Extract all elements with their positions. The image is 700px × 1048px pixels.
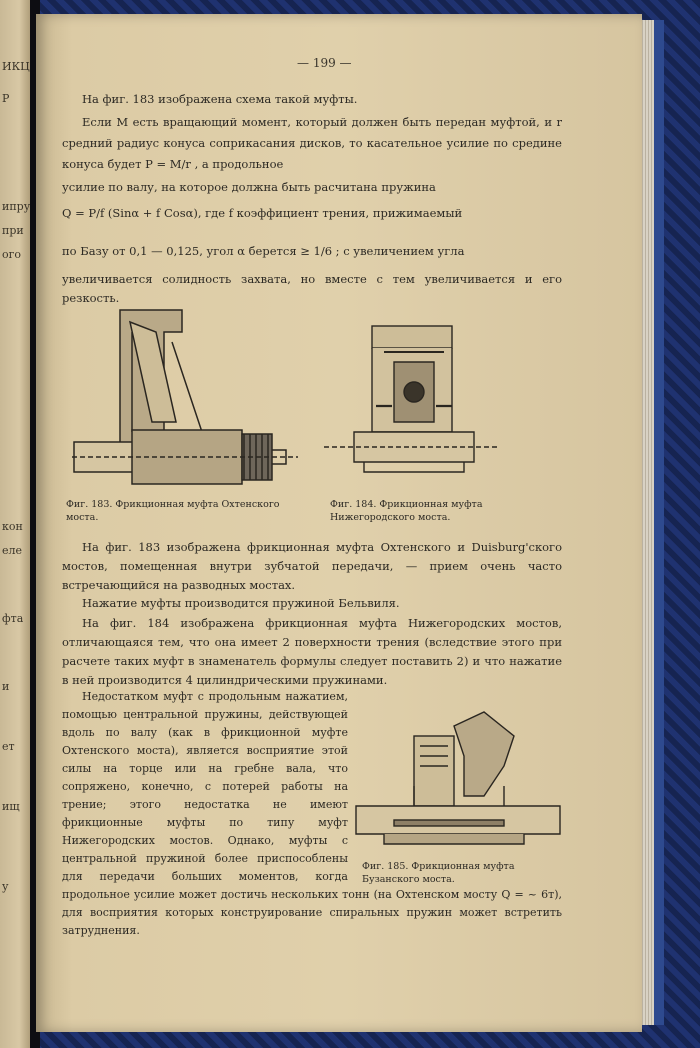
paragraph: На фиг. 183 изображена схема такой муфты. <box>82 92 358 106</box>
paragraph: На фиг. 183 изображена фрикционная муфта Охтенского и Duisburg'ского мостов, помещенная внутри зубчатой передачи, — прием очень часто встречающийся на разводных мостах. <box>62 540 562 592</box>
left-fragment: еле <box>2 544 23 557</box>
figure-185-drawing <box>354 706 564 856</box>
paragraph: усилие по валу, на которое должна быть расчитана пружина <box>62 180 436 194</box>
left-fragment: кон <box>2 520 23 533</box>
left-fragment: и <box>2 680 10 693</box>
left-fragment: у <box>2 880 9 893</box>
left-fragment: фта <box>2 612 24 625</box>
figure-183-drawing <box>72 302 302 492</box>
left-fragment: ипру <box>2 200 31 213</box>
left-fragment: ищ <box>2 800 20 813</box>
page-number: — 199 — <box>297 56 352 70</box>
figure-184-drawing <box>324 322 504 482</box>
left-fragment: ого <box>2 248 22 261</box>
left-fragment: ет <box>2 740 15 753</box>
left-fragment: Р <box>2 92 10 105</box>
book-page <box>36 14 642 1032</box>
figure-185-caption: Фиг. 185. Фрикционная муфта Бузанского моста. <box>362 861 515 885</box>
figure-184-caption: Фиг. 184. Фрикционная муфта Нижегородского моста. <box>330 499 483 523</box>
paragraph: Если М есть вращающий момент, который должен быть передан муфтой, и r средний радиус конуса соприкасания дисков, то касательное усилие по средине конуса будет P = M/r , а продольное <box>62 115 562 171</box>
paragraph: по Базу от 0,1 — 0,125, угол α берется ≥ 1/6 ; с увеличением угла <box>62 244 465 258</box>
left-fragment: при <box>2 224 24 237</box>
left-fragment: ИКЦ <box>2 60 30 73</box>
paragraph: увеличивается солидность захвата, но вместе с тем увеличивается и его резкость. <box>62 272 562 305</box>
figure-183-caption: Фиг. 183. Фрикционная муфта Охтенского моста. <box>66 499 280 523</box>
paragraph: Нажатие муфты производится пружиной Бельвиля. <box>82 596 400 610</box>
paragraph: На фиг. 184 изображена фрикционная муфта Нижегородских мостов, отличающаяся тем, что она имеет 2 поверхности трения (вследствие этого при расчете таких муфт в знаменатель формулы следует поставить 2) и что нажатие в ней производится 4 цилиндрическими пружинами. <box>62 616 562 687</box>
formula-line: Q = P/f (Sinα + f Cosα), где f коэффициент трения, прижимаемый <box>62 206 463 220</box>
left-page-edge <box>0 0 32 1048</box>
paragraph-text: Недостатком муфт с продольным нажатием, помощью центральной пружины, действующей вдоль по валу (как в фрикционной муфте Охтенского моста), является восприятие этой силы на торце или на гребне вала, что сопряжено, конечно, с потерей работы на трение; этого недостатка не имеют фрикционные муфты по типу муфт Нижегородских мостов. Однако, муфты с центральной пружиной более приспособлены для передачи больших моментов, когда продольное усилие может достичь нескольких тонн (на Охтенском мосту Q = ~ 6т), для восприятия которых конструирование спиральных пружин может встретить затруднения. <box>62 690 562 937</box>
